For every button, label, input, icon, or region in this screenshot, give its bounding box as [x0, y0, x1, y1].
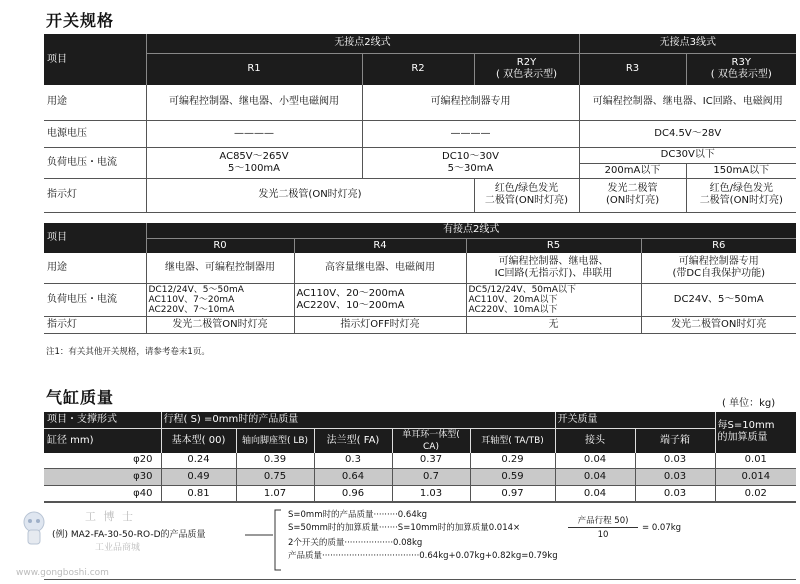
- example-line-4: 产品质量····································0.64kg+0.07kg+0.82kg=0.79kg: [288, 551, 558, 561]
- mass-cell: 1.07: [236, 486, 314, 502]
- load-r4-ac220: AC220V、10～200mA: [296, 299, 405, 311]
- header-no-contact-2wire: 无接点2线式: [146, 34, 579, 53]
- mass-cell: 0.7: [392, 469, 470, 486]
- led-r3-line1: 发光二极管: [607, 183, 658, 194]
- load-r0-dc: DC12/24V、5～50mA: [148, 284, 244, 295]
- use-r6: [641, 253, 796, 283]
- header-contact-2wire: 有接点2线式: [146, 223, 796, 238]
- power-r1: ————: [146, 120, 362, 147]
- led-r5: 无: [466, 316, 641, 333]
- led-r6: 发光二极管ON时灯亮: [641, 316, 796, 333]
- mass-cell: 0.39: [236, 453, 314, 469]
- example-label: (例) MA2-FA-30-50-RO-D的产品质量: [52, 530, 206, 540]
- use-r6-line1: 可编程控制器专用: [678, 255, 759, 267]
- use-r2: 可编程控制器专用: [362, 85, 579, 120]
- row-label-power: 电源电压: [44, 120, 146, 147]
- load-r4-ac110: AC110V、20～200mA: [296, 287, 405, 299]
- load-r0-ac110: AC110V、7～20mA: [148, 294, 235, 305]
- header-r1: R1: [146, 53, 362, 85]
- watermark-sub: 工业品商城: [95, 543, 141, 553]
- mass-cell: 0.03: [635, 453, 715, 469]
- load-r1-voltage: AC85V～265V: [219, 150, 289, 162]
- mass-cell: 0.03: [635, 486, 715, 502]
- use-r4: 高容量继电器、电磁阀用: [294, 253, 466, 283]
- led-r1-r2: 发光二极管(ON时灯亮): [146, 178, 474, 212]
- led-r0: 发光二极管ON时灯亮: [146, 316, 294, 333]
- example-line-2-result: = 0.07kg: [642, 523, 682, 533]
- mass-cell: 0.64: [314, 469, 392, 486]
- mass-cell: 0.02: [715, 486, 796, 502]
- load-r1-current: 5～100mA: [227, 162, 281, 174]
- load-r3-voltage: DC30V以下: [579, 147, 796, 163]
- row-label-use-2: 用途: [44, 253, 146, 283]
- mass-cell: 0.49: [161, 469, 236, 486]
- use-r5-line1: 可编程控制器、继电器、: [498, 255, 609, 267]
- example-line-1: S=0mm时的产品质量·········0.64kg: [288, 510, 428, 520]
- table-row: [44, 469, 796, 486]
- mass-cell: 0.37: [392, 453, 470, 469]
- led-r2y-line1: 红色/绿色发光: [494, 183, 559, 194]
- load-r0: [146, 283, 294, 316]
- load-r2-voltage: DC10～30V: [442, 150, 499, 162]
- mass-cell: 0.81: [161, 486, 236, 502]
- header-per-10mm-line1: 每S=10mm: [717, 420, 775, 432]
- header-item: 项目: [44, 34, 146, 85]
- col-ta: 耳轴型( TA/TB): [470, 428, 555, 453]
- header-r6: R6: [641, 238, 796, 253]
- fraction-numerator: 产品行程 50): [568, 516, 638, 528]
- load-r5-ac110: AC110V、20mA以下: [468, 294, 558, 305]
- fraction-denominator: 10: [597, 530, 609, 540]
- bracket-icon: [245, 508, 285, 572]
- footnote-1: 注1：有关其他开关规格，请参考卷末1页。: [46, 347, 210, 357]
- header-stroke-zero-mass: 行程( S) =0mm时的产品质量: [161, 412, 555, 428]
- led-r2y-line2: 二极管(ON时灯亮): [484, 195, 569, 206]
- load-r5: [466, 283, 641, 316]
- header-r0: R0: [146, 238, 294, 253]
- use-r5: [466, 253, 641, 283]
- header-r3y-label: R3Y: [731, 57, 751, 69]
- load-r5-dc: DC5/12/24V、50mA以下: [468, 284, 576, 295]
- mass-cell: 0.24: [161, 453, 236, 469]
- header-r2y: [474, 53, 579, 85]
- header-r3: R3: [579, 53, 686, 85]
- col-fa: 法兰型( FA): [314, 428, 392, 453]
- mass-cell: 0.75: [236, 469, 314, 486]
- led-r3y-line1: 红色/绿色发光: [709, 183, 773, 194]
- power-r2: ————: [362, 120, 579, 147]
- use-r3: 可编程控制器、继电器、IC回路、电磁阀用: [579, 85, 796, 120]
- mass-cell: 0.97: [470, 486, 555, 502]
- table-row: [44, 486, 796, 502]
- cylinder-mass-table: [44, 412, 796, 502]
- header-bore: 缸径 mm): [44, 428, 161, 453]
- switch-spec-table-contact: [44, 223, 796, 334]
- load-r3y-current: 150mA以下: [686, 163, 796, 178]
- example-line-3: 2个开关的质量··················0.08kg: [288, 538, 423, 548]
- header-r2: R2: [362, 53, 474, 85]
- watermark-logo-icon: [16, 508, 52, 548]
- use-r5-line2: IC回路(无指示灯)、串联用: [494, 267, 613, 279]
- led-r4: 指示灯OFF时灯亮: [294, 316, 466, 333]
- mass-cell: 0.01: [715, 453, 796, 469]
- load-r4: [294, 283, 466, 316]
- col-basic: 基本型( 00): [161, 428, 236, 453]
- led-r3y: [686, 178, 796, 212]
- load-r2: [362, 147, 579, 178]
- mass-cell: 0.04: [555, 469, 635, 486]
- col-lb: 轴向脚座型( LB): [236, 428, 314, 453]
- use-r0: 继电器、可编程控制器用: [146, 253, 294, 283]
- header-switch-mass: 开关质量: [555, 412, 715, 428]
- table-row: [44, 453, 796, 469]
- header-r5: R5: [466, 238, 641, 253]
- row-label-load: 负荷电压・电流: [44, 147, 146, 178]
- bore-cell: φ20: [44, 453, 161, 469]
- mass-cell: 0.014: [715, 469, 796, 486]
- header-item-support: 项目・支撑形式: [44, 412, 161, 428]
- mass-cell: 0.59: [470, 469, 555, 486]
- mass-cell: 0.04: [555, 453, 635, 469]
- header-no-contact-3wire: 无接点3线式: [579, 34, 796, 53]
- header-per-10mm: [715, 412, 796, 453]
- mass-cell: 0.96: [314, 486, 392, 502]
- col-terminal-box: 端子箱: [635, 428, 715, 453]
- row-label-led-2: 指示灯: [44, 316, 146, 333]
- example-line-2: S=50mm时的加算质量·······S=10mm时的加算质量0.014×: [288, 523, 521, 533]
- load-r3-current: 200mA以下: [579, 163, 686, 178]
- watermark-url: www.gongboshi.com: [16, 568, 109, 578]
- mass-cell: 0.03: [635, 469, 715, 486]
- mass-cell: 0.3: [314, 453, 392, 469]
- row-label-led: 指示灯: [44, 178, 146, 212]
- switch-spec-table-no-contact: [44, 34, 796, 213]
- load-r1: [146, 147, 362, 178]
- load-r6: DC24V、5～50mA: [641, 283, 796, 316]
- section-title-cylinder-mass: 气缸质量: [46, 388, 115, 407]
- mass-cell: 1.03: [392, 486, 470, 502]
- power-r3: DC4.5V～28V: [579, 120, 796, 147]
- row-label-use: 用途: [44, 85, 146, 120]
- load-r0-ac220: AC220V、7～10mA: [148, 304, 235, 315]
- led-r3-line2: (ON时灯亮): [605, 195, 660, 206]
- header-per-10mm-line2: 的加算质量: [717, 432, 768, 444]
- header-item-2: 项目: [44, 223, 146, 253]
- load-r2-current: 5～30mA: [447, 162, 494, 174]
- bore-cell: φ40: [44, 486, 161, 502]
- load-r5-ac220: AC220V、10mA以下: [468, 304, 558, 315]
- use-r1: 可编程控制器、继电器、小型电磁阀用: [146, 85, 362, 120]
- use-r6-line2: (带DC自我保护功能): [672, 267, 765, 279]
- mass-cell: 0.04: [555, 486, 635, 502]
- header-r4: R4: [294, 238, 466, 253]
- section-title-switch-spec: 开关规格: [46, 11, 115, 30]
- col-ca: 单耳环一体型( CA): [392, 428, 470, 453]
- row-label-load-2: 负荷电压・电流: [44, 283, 146, 316]
- header-r2y-label: R2Y: [516, 57, 537, 69]
- header-r3y-sub: ( 双色表示型): [710, 69, 772, 81]
- header-r3y: [686, 53, 796, 85]
- watermark-brand: 工 博 士: [85, 510, 135, 523]
- bore-cell: φ30: [44, 469, 161, 486]
- header-r2y-sub: ( 双色表示型): [496, 69, 557, 81]
- col-joint: 接头: [555, 428, 635, 453]
- led-r3: [579, 178, 686, 212]
- led-r3y-line2: 二极管(ON时灯亮): [699, 195, 783, 206]
- unit-label: ( 单位：kg): [722, 398, 776, 409]
- led-r2y: [474, 178, 579, 212]
- mass-cell: 0.29: [470, 453, 555, 469]
